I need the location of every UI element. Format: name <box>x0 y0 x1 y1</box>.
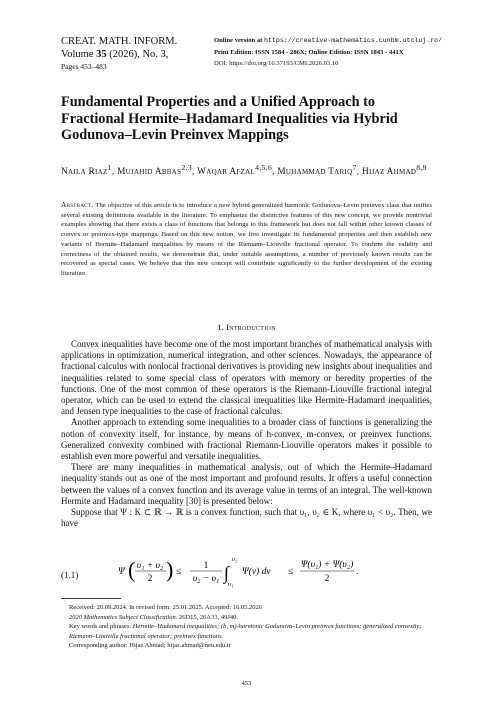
author-affiliation: 7 <box>352 163 357 172</box>
abstract <box>61 200 432 279</box>
integrand: Ψ(ν) dν <box>242 567 271 577</box>
page-number: 453 <box>241 680 252 687</box>
paper-title: Fundamental Properties and a Unified Approach to Fractional Hermite–Hadamard Inequalities via Hybrid Godunova–Levin Preinvex Mappings <box>61 94 398 143</box>
abstract-text: The objective of this article is to introduce a new hybrid generalized harmonic Godunova–Levin preinvex class that unifies several existing definitions available in the literature. To emphasize the distinctive features of this new concept, we provide nontrivial examples showing that there exists a class of functions that belongs to this framework but does not fall within other known classes of convex or preinvex-type mappings. Based on this new notion, we first investigate its fundamental properties and then establish new variants of Hermite–Hadamard inequalities by means of the Riemann–Liouville fractional operator. To confirm the validity and correctness of the obtained results, we demonstrate that, under suitable assumptions, a number of previously known results can be recovered as special cases. We believe that this new concept will contribute significantly to the further development of the existing literature. <box>61 202 432 277</box>
online-url-link[interactable]: https://creative-mathematics.cunbm.utcluj.ro/ <box>264 37 443 44</box>
fraction-denominator: 2 <box>324 574 330 584</box>
fraction-denominator: υ₂ − υ₁ <box>192 574 220 584</box>
journal-pages: Pages 453–483 <box>61 62 107 71</box>
fraction-denominator: 2 <box>147 574 153 584</box>
author-name: Waqar Afzal <box>197 167 256 178</box>
keywords-line: Key words and phrases. Hermite–Hadamard inequalities; (h, m)-harmonic Godunova–Levin preinvex functions; generalized convexity; Riemann–Liouville fractional operator; preinvex functions. <box>69 623 422 640</box>
right-paren: ) <box>166 557 174 582</box>
fraction-numerator: υ₁ + υ₂ <box>136 561 164 571</box>
section-title: Introduction <box>225 322 276 332</box>
paragraph: Convex inequalities have become one of the most important branches of mathematical analysis with applications in optimization, numerical integration, and other sciences. Nowadays, the appearance of fractional calculus with nonlocal fractional derivatives is providing new insights about inequalities and inequalities related to some special class of operators with memory or heredity properties of the functions. One of the most common of these operators is the Riemann-Liouville fractional integral operator, which can be used to extend the classical inequalities like Hermite-Hadamard inequalities, and Jensen type inequalities to the case of fractional calculus. <box>61 339 432 417</box>
abstract-label: Abstract. <box>61 200 94 209</box>
author-affiliation: 2,3 <box>181 163 192 172</box>
msc-line: 2020 Mathematics Subject Classification. 26D15, 26A33, 49J40. <box>69 613 238 621</box>
period: . <box>356 567 359 577</box>
author-affiliation: 1 <box>107 163 112 172</box>
corresponding-author: Corresponding author: Hijaz Ahmad; hijaz.ahmad@neu.edu.tr <box>69 642 231 649</box>
section-number: 1. <box>217 322 224 332</box>
fraction-numerator: Ψ(υ₁) + Ψ(υ₂) <box>300 560 354 570</box>
author-name: Naila Riaz <box>61 167 108 178</box>
footnote-rule <box>61 598 121 599</box>
author-affiliation: 8,9 <box>416 163 427 172</box>
hermite-hadamard-equation <box>118 553 438 593</box>
online-version: Online version at https://creative-mathematics.cunbm.utcluj.ro/ <box>214 37 443 44</box>
leq-sign: ≤ <box>176 567 182 577</box>
paragraph: Another approach to extending some inequalities to a broader class of functions is generalizing the notion of convexity itself, for instance, by means of h-convex, m-convex, or preinvex functions. Generalized convexity combined with fractional Riemann-Liouville operators makes it possible to establish even more powerful and versatile inequalities. <box>61 417 432 462</box>
integral-lower-limit: υ₁ <box>228 581 234 588</box>
footnotes <box>69 603 439 651</box>
journal-edition-info <box>214 35 484 70</box>
author-name: Hijaz Ahmad <box>361 167 417 178</box>
body-text <box>61 339 432 529</box>
integral-upper-limit: υ₂ <box>232 556 238 563</box>
journal-volume: Volume 35 (2026), No. 3, <box>61 48 169 60</box>
issn-line: Print Edition: ISSN 1584 - 286X; Online Edition: ISSN 1843 - 441X <box>214 48 404 56</box>
received-dates: Received: 20.09.2024. In revised form: 25.01.2025. Accepted: 16.05.2026 <box>69 604 262 611</box>
paragraph: Suppose that Ψ : K ⊂ ℝ → ℝ is a convex function, such that υ₁, υ₂ ∈ K, where υ₁ < υ₂. Then, we have <box>61 507 432 529</box>
journal-info <box>61 36 211 74</box>
journal-name: CREAT. MATH. INFORM. <box>61 36 178 47</box>
paragraph: There are many inequalities in mathematical analysis, out of which the Hermite–Hadamard inequality stands out as one of the most important and profound results. It offers a useful connection between the values of a convex function and its average value in terms of an integral. The well-known Hermite and Hadamard inequality [30] is presented below: <box>61 462 432 506</box>
fraction-numerator: 1 <box>203 561 209 571</box>
left-paren: ( <box>128 557 136 582</box>
leq-sign: ≤ <box>288 567 294 577</box>
equation-psi: Ψ <box>118 567 125 577</box>
author-name: Mujahid Abbas <box>117 167 182 178</box>
author-affiliation: 4,5,6 <box>255 163 273 172</box>
integral-sign: ∫ <box>224 563 229 583</box>
equation-label: (1.1) <box>61 570 79 580</box>
author-name: Muhammad Tariq <box>277 167 353 178</box>
section-heading <box>61 322 432 332</box>
doi-link[interactable]: DOI: https://doi.org/10.37193/CMI.2026.03.10 <box>214 60 339 68</box>
author-list: Naila Riaz$^1$, Mujahid Abbas$^{2,3}$, Waqar Afzal$^{4,5,6}$, Muhammad Tariq$^7$, Hijaz Ahmad$^{8,9}$ <box>61 163 427 178</box>
